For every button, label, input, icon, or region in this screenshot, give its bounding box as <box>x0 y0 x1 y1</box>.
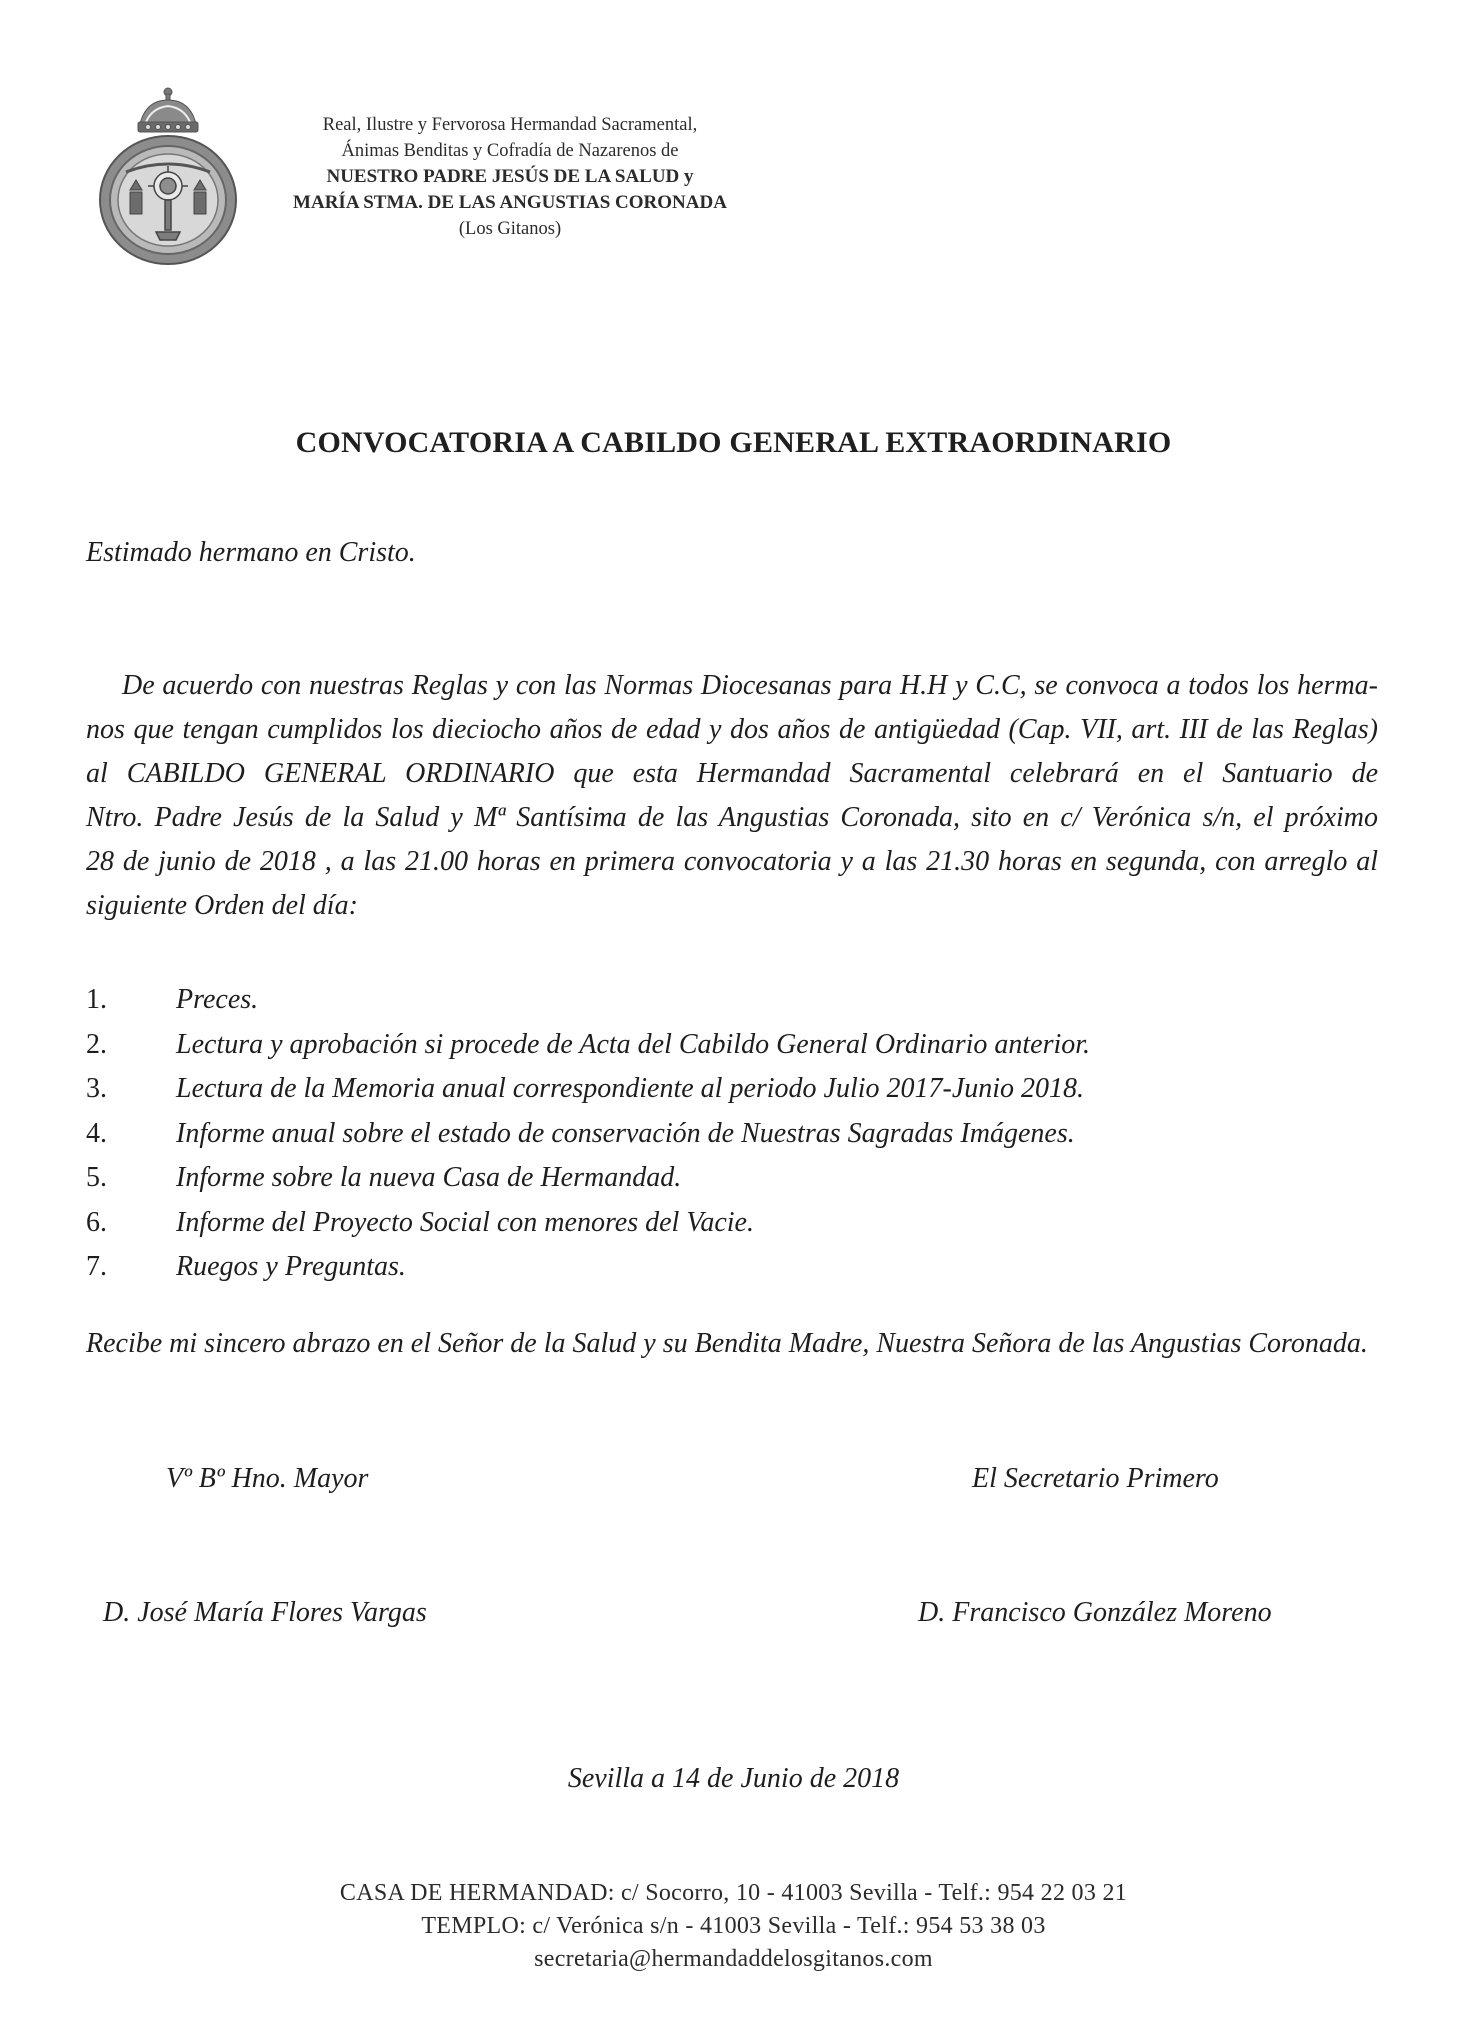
agenda-item <box>86 1023 1386 1068</box>
body-paragraph <box>86 664 1378 928</box>
closing-line: Recibe mi sincero abrazo en el Señor de la Salud y su Bendita Madre, Nuestra Señora de las Angustias Coronada. <box>86 1328 1368 1359</box>
header-line-3: NUESTRO PADRE JESÚS DE LA SALUD y <box>326 166 694 187</box>
agenda-text: Informe del Proyecto Social con menores del Vacie. <box>176 1206 754 1238</box>
footer-line-2: TEMPLO: c/ Verónica s/n - 41003 Sevilla - Telf.: 954 53 38 03 <box>421 1913 1046 1939</box>
body-line: 28 de junio de 2018 , a las 21.00 horas en primera convocatoria y a las 21.30 horas en segunda, con arreglo al <box>86 846 1378 877</box>
signature-name-left: D. José María Flores Vargas <box>103 1597 427 1628</box>
body-line: nos que tengan cumplidos los dieciocho años de edad y dos años de antigüedad (Cap. VII, art. III de las Reglas) <box>86 714 1378 745</box>
brotherhood-crest-icon <box>96 86 240 268</box>
agenda-item <box>86 1201 1386 1246</box>
contact-footer <box>0 1877 1467 1976</box>
agenda-text: Lectura y aprobación si procede de Acta del Cabildo General Ordinario anterior. <box>176 1028 1091 1060</box>
header-line-1: Real, Ilustre y Fervorosa Hermandad Sacramental, <box>322 115 698 135</box>
signature-role-right: El Secretario Primero <box>972 1463 1219 1494</box>
signature-name-right: D. Francisco González Moreno <box>918 1597 1272 1628</box>
agenda-number: 1. <box>86 984 107 1015</box>
agenda-text: Informe anual sobre el estado de conservación de Nuestras Sagradas Imágenes. <box>176 1117 1075 1149</box>
footer-email: secretaria@hermandaddelosgitanos.com <box>534 1946 933 1972</box>
agenda-item <box>86 1112 1386 1157</box>
signature-role-left: Vº Bº Hno. Mayor <box>166 1463 369 1494</box>
agenda-item <box>86 1245 1386 1290</box>
body-line: Ntro. Padre Jesús de la Salud y Mª Santísima de las Angustias Coronada, sito en c/ Verónica s/n, el próximo <box>86 802 1378 833</box>
agenda-list <box>86 978 1386 1290</box>
salutation: Estimado hermano en Cristo. <box>86 537 416 568</box>
brotherhood-header <box>240 112 780 242</box>
agenda-item <box>86 1156 1386 1201</box>
document-title: CONVOCATORIA A CABILDO GENERAL EXTRAORDINARIO <box>295 426 1172 459</box>
agenda-text: Ruegos y Preguntas. <box>176 1251 406 1282</box>
agenda-number: 7. <box>86 1251 107 1282</box>
footer-line-1: CASA DE HERMANDAD: c/ Socorro, 10 - 41003 Sevilla - Telf.: 954 22 03 21 <box>339 1880 1128 1906</box>
agenda-item <box>86 978 1386 1023</box>
agenda-text: Lectura de la Memoria anual correspondiente al periodo Julio 2017-Junio 2018. <box>176 1073 1085 1104</box>
header-line-5: (Los Gitanos) <box>458 219 562 239</box>
body-line: al CABILDO GENERAL ORDINARIO que esta Hermandad Sacramental celebrará en el Santuario de <box>86 758 1378 789</box>
agenda-text: Preces. <box>176 984 259 1015</box>
agenda-number: 2. <box>86 1028 107 1060</box>
document-date: Sevilla a 14 de Junio de 2018 <box>567 1763 900 1794</box>
agenda-item <box>86 1067 1386 1112</box>
agenda-number: 5. <box>86 1162 107 1193</box>
header-line-4: MARÍA STMA. DE LAS ANGUSTIAS CORONADA <box>293 192 727 213</box>
agenda-number: 4. <box>86 1117 107 1149</box>
agenda-number: 3. <box>86 1073 107 1104</box>
agenda-text: Informe sobre la nueva Casa de Hermandad. <box>176 1162 682 1193</box>
agenda-number: 6. <box>86 1206 107 1238</box>
header-line-2: Ánimas Benditas y Cofradía de Nazarenos de <box>341 141 679 161</box>
body-line: De acuerdo con nuestras Reglas y con las Normas Diocesanas para H.H y C.C, se convoca a todos los herma- <box>122 670 1378 701</box>
body-line: siguiente Orden del día: <box>86 890 358 921</box>
